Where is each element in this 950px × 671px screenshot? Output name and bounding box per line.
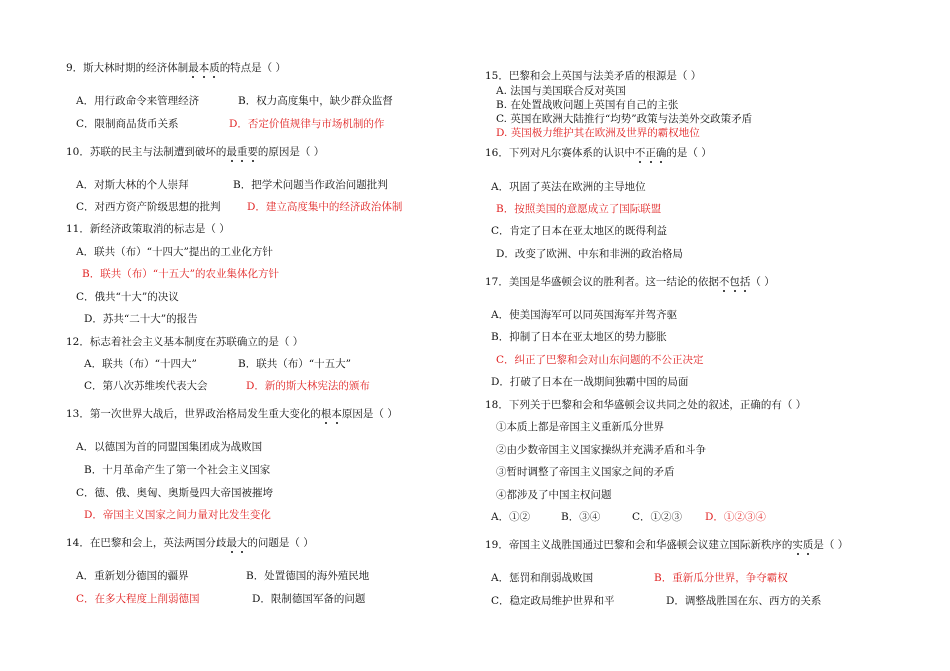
question-15-stem: 15．巴黎和会上英国与法美矛盾的根源是（ ） xyxy=(485,70,702,82)
question-9-stem: 9．斯大林时期的经济体制最本质的特点是（ ） xyxy=(66,62,287,74)
question-16-option-d: D．改变了欧洲、中东和非洲的政治格局 xyxy=(496,248,683,260)
question-18-item-1: ①本质上都是帝国主义重新瓜分世界 xyxy=(496,421,664,433)
question-15-option-c: C. 英国在欧洲大陆推行“均势”政策与法美外交政策矛盾 xyxy=(496,113,753,125)
question-14-option-b: B．处置德国的海外殖民地 xyxy=(246,570,370,582)
question-10-stem: 10．苏联的民主与法制遭到破坏的最重要的原因是（ ） xyxy=(66,146,325,158)
question-14-stem: 14．在巴黎和会上，英法两国分歧最大的问题是（ ） xyxy=(66,537,314,549)
question-12-stem: 12．标志着社会主义基本制度在苏联确立的是（ ） xyxy=(66,336,304,348)
question-18-item-2: ②由少数帝国主义国家操纵并充满矛盾和斗争 xyxy=(496,444,706,456)
question-18-option-c: C．①②③ xyxy=(632,511,683,523)
question-9-option-b: B．权力高度集中，缺少群众监督 xyxy=(238,95,393,107)
question-16-option-c: C．肯定了日本在亚太地区的既得利益 xyxy=(491,225,668,237)
question-19-option-d: D．调整战胜国在东、西方的关系 xyxy=(666,595,822,607)
question-16-stem: 16．下列对凡尔赛体系的认识中不正确的是（ ） xyxy=(485,147,712,159)
question-13-stem: 13．第一次世界大战后，世界政治格局发生重大变化的根本原因是（ ） xyxy=(66,408,398,420)
question-17-option-b: B．抑制了日本在亚太地区的势力膨胀 xyxy=(491,331,667,343)
question-15-option-b: B. 在处置战败问题上英国有自己的主张 xyxy=(496,99,679,111)
question-17-option-d: D．打破了日本在一战期间独霸中国的局面 xyxy=(491,376,689,388)
question-11-option-d: D．苏共“二十大”的报告 xyxy=(84,313,198,325)
question-18-item-3: ③暂时调整了帝国主义国家之间的矛盾 xyxy=(496,466,675,478)
question-18-option-a: A．①② xyxy=(491,511,531,523)
question-16-option-b-answer: B．按照美国的意愿成立了国际联盟 xyxy=(496,203,662,215)
question-13-option-b: B．十月革命产生了第一个社会主义国家 xyxy=(84,464,271,476)
question-11-option-b-answer: B．联共（布）“十五大”的农业集体化方针 xyxy=(82,268,279,280)
question-14-option-a: A．重新划分德国的疆界 xyxy=(76,570,189,582)
question-9-option-d-answer: D．否定价值规律与市场机制的作 xyxy=(229,118,385,130)
question-12-option-c: C．第八次苏维埃代表大会 xyxy=(84,380,208,392)
question-19-option-a: A．惩罚和削弱战败国 xyxy=(491,572,594,584)
question-14-option-c-answer: C．在多大程度上削弱德国 xyxy=(76,593,200,605)
question-18-option-b: B．③④ xyxy=(561,511,601,523)
question-11-option-a: A．联共（布）“十四大”提出的工业化方针 xyxy=(76,246,273,258)
question-11-option-c: C．俄共“十大”的决议 xyxy=(76,291,179,303)
question-10-option-a: A．对斯大林的个人崇拜 xyxy=(76,179,189,191)
question-11-stem: 11．新经济政策取消的标志是（ ） xyxy=(66,223,230,235)
question-15-option-a: A. 法国与美国联合反对英国 xyxy=(496,85,626,97)
question-13-option-d-answer: D．帝国主义国家之间力量对比发生变化 xyxy=(84,509,271,521)
question-14-option-d: D．限制德国军备的问题 xyxy=(252,593,366,605)
question-13-option-c: C．德、俄、奥匈、奥斯曼四大帝国被摧垮 xyxy=(76,487,274,499)
question-18-stem: 18．下列关于巴黎和会和华盛顿会议共同之处的叙述，正确的有（ ） xyxy=(485,399,807,411)
question-12-option-a: A．联共（布）“十四大” xyxy=(84,358,197,370)
question-17-option-a: A．使美国海军可以同英国海军并驾齐驱 xyxy=(491,309,678,321)
question-12-option-d-answer: D．新的斯大林宪法的颁布 xyxy=(246,380,370,392)
question-18-item-4: ④都涉及了中国主权问题 xyxy=(496,489,612,501)
question-19-option-c: C．稳定政局维护世界和平 xyxy=(491,595,615,607)
question-10-option-d-answer: D．建立高度集中的经济政治体制 xyxy=(247,201,403,213)
question-17-stem: 17．美国是华盛顿会议的胜利者。这一结论的依据不包括（ ） xyxy=(485,276,775,288)
question-16-option-a: A．巩固了英法在欧洲的主导地位 xyxy=(491,181,646,193)
question-18-option-d-answer: D．①②③④ xyxy=(705,511,766,523)
question-13-option-a: A．以德国为首的同盟国集团成为战败国 xyxy=(76,441,263,453)
question-9-option-c: C．限制商品货币关系 xyxy=(76,118,179,130)
question-17-option-c-answer: C．纠正了巴黎和会对山东问题的不公正决定 xyxy=(496,354,704,366)
question-10-option-c: C．对西方资产阶级思想的批判 xyxy=(76,201,221,213)
question-12-option-b: B．联共（布）“十五大” xyxy=(238,358,351,370)
question-19-stem: 19．帝国主义战胜国通过巴黎和会和华盛顿会议建立国际新秩序的实质是（ ） xyxy=(485,539,849,551)
question-10-option-b: B．把学术问题当作政治问题批判 xyxy=(233,179,388,191)
question-19-option-b-answer: B．重新瓜分世界，争夺霸权 xyxy=(654,572,788,584)
question-9-option-a: A．用行政命令来管理经济 xyxy=(76,95,200,107)
question-15-option-d-answer: D. 英国极力维护其在欧洲及世界的霸权地位 xyxy=(496,127,700,139)
